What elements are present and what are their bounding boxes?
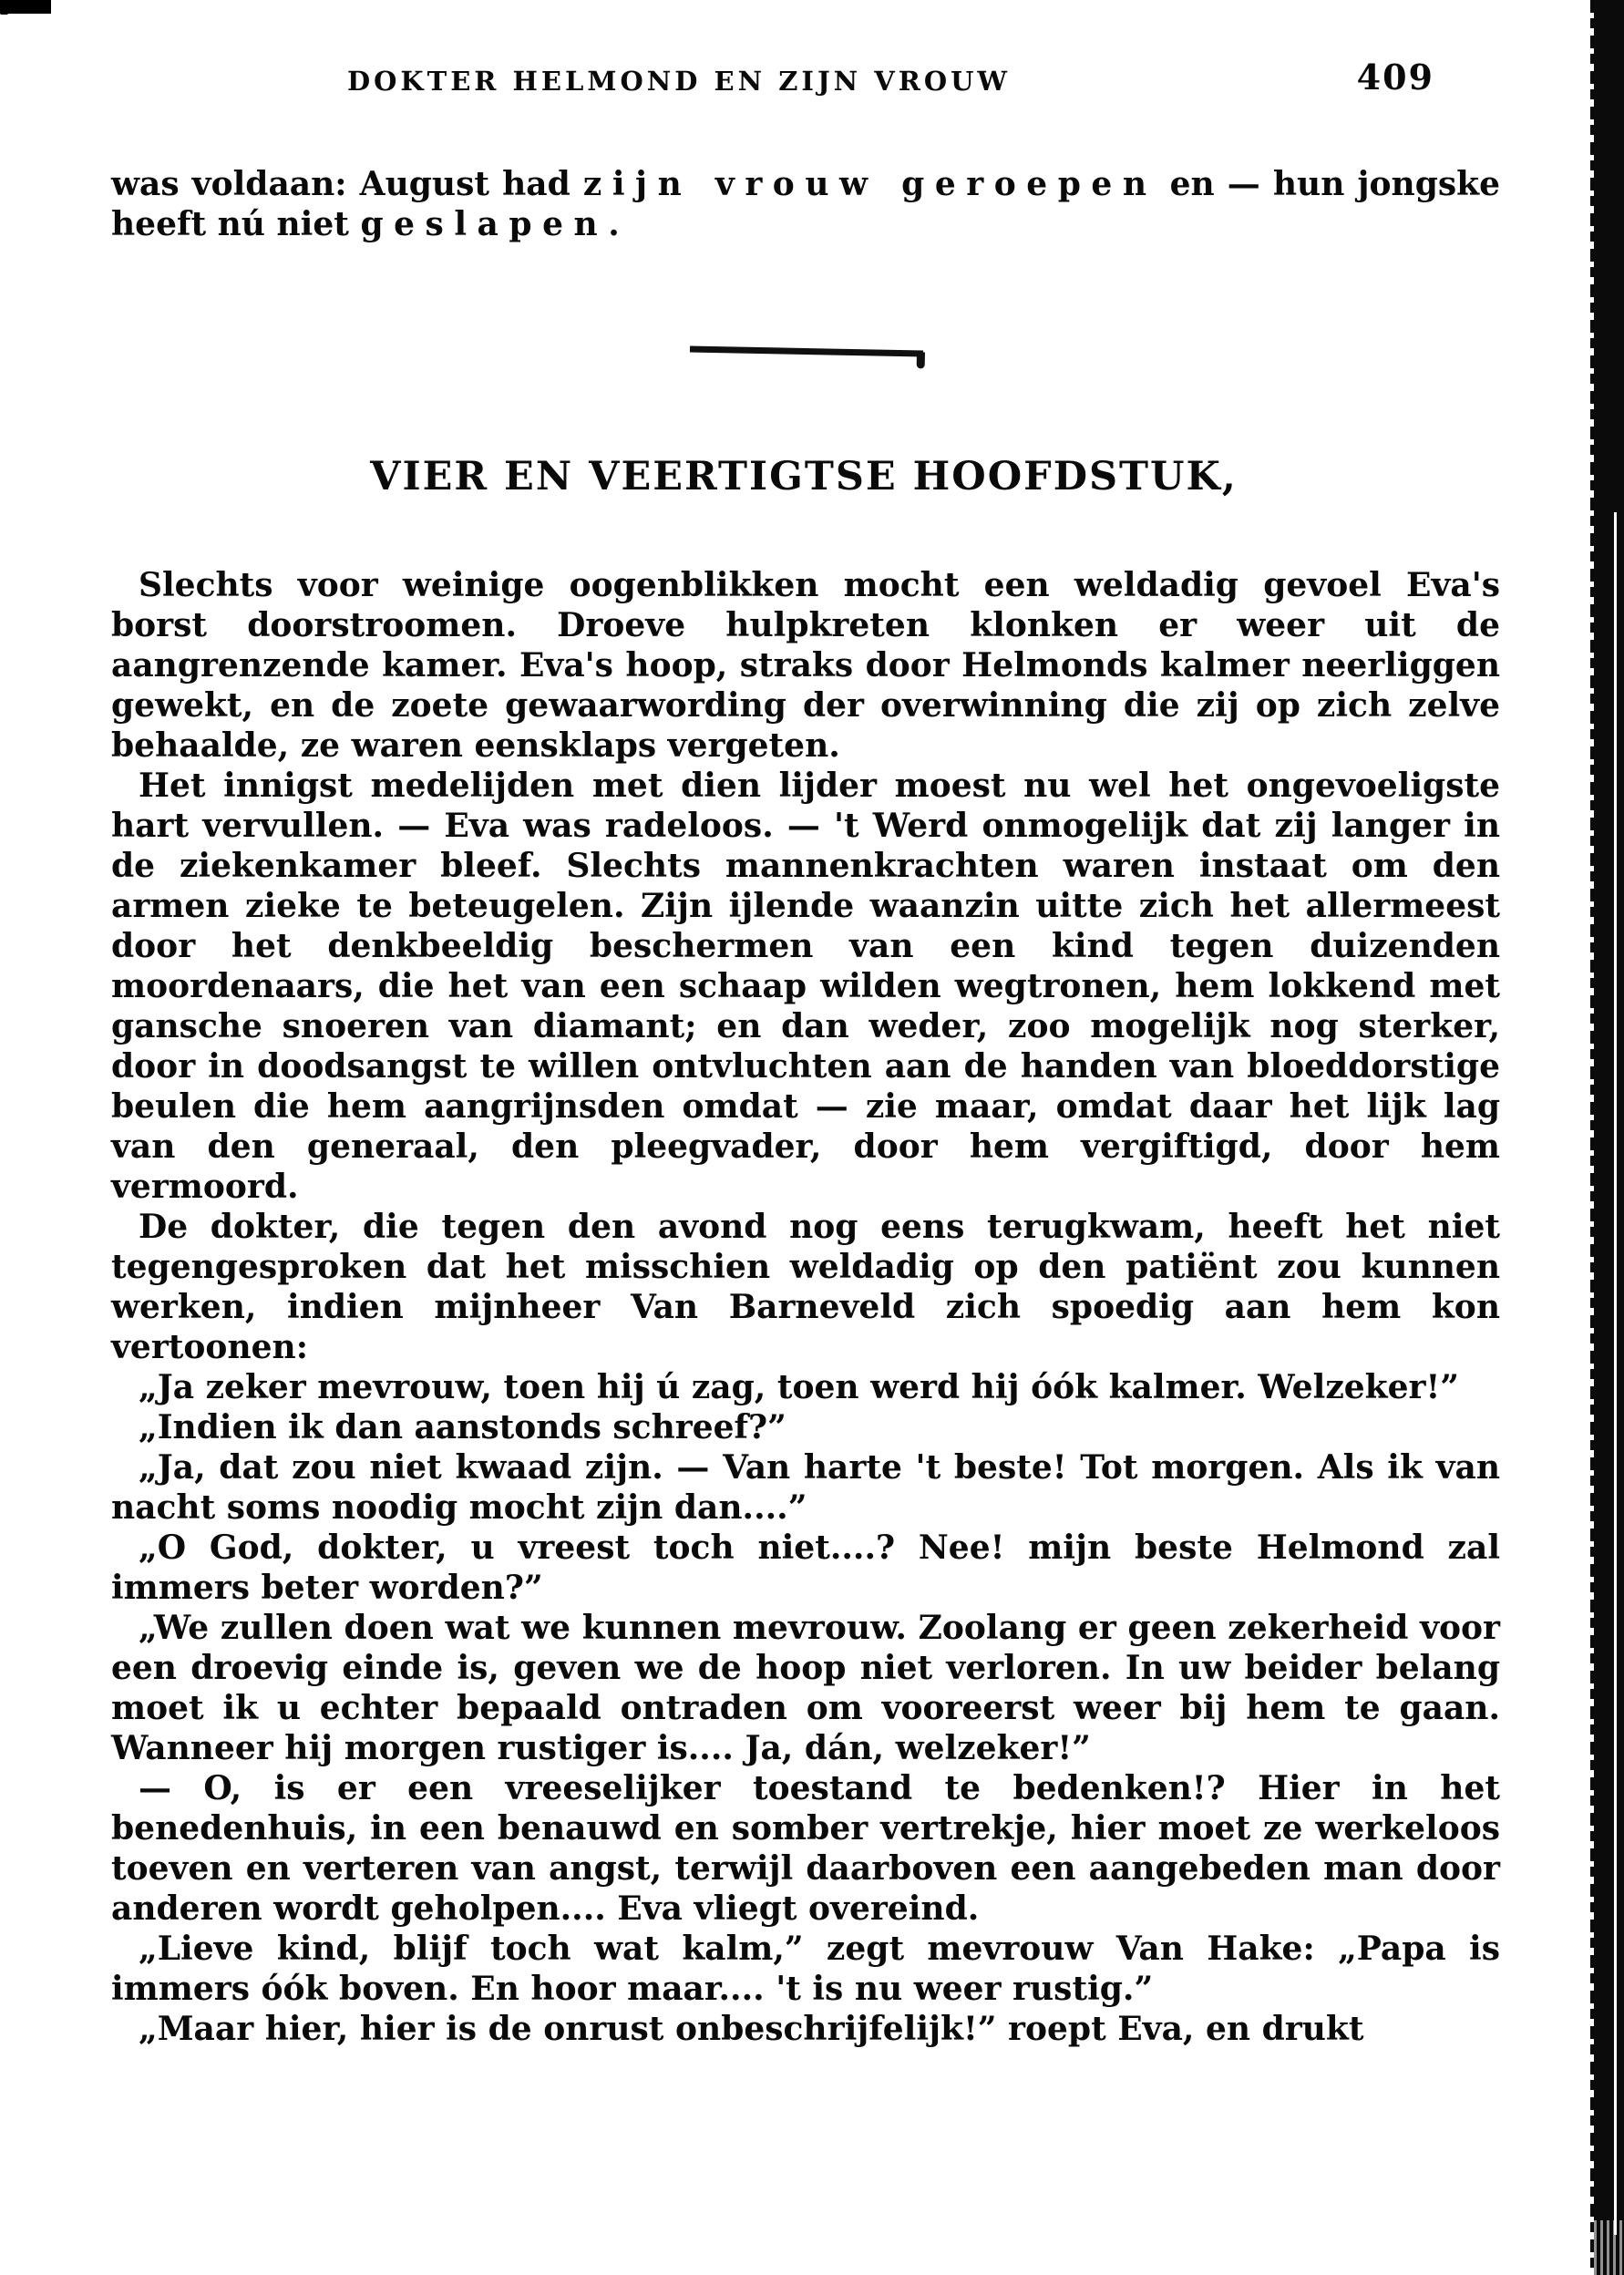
paragraph: — O, is er een vreeselijker toestand te bedenken!? Hier in het benedenhuis, in een benauwd en somber vertrekje, hier moet ze werkeloos toeven en verteren van angst, terwijl daarboven een aangebeden man door anderen wordt geholpen.... Eva vliegt overeind.	[111, 1769, 1500, 1928]
paragraph: Het innigst medelijden met dien lijder moest nu wel het ongevoeligste hart vervullen. — Eva was radeloos. — 't Werd onmogelijk dat zij langer in de ziekenkamer bleef. Slechts mannenkrachten waren instaat om den armen zieke te beteugelen. Zijn ijlende waanzin uitte zich het allermeest door het denkbeeldig beschermen van een kind tegen duizenden moordenaars, die het van een schaap wilden wegtronen, hem lokkend met gansche snoeren van diamant; en dan weder, zoo mogelijk nog sterker, door in doodsangst te willen ontvluchten aan de handen van bloeddorstige beulen die hem aangrijnsden omdat — zie maar, omdat daar het lijk lag van den generaal, den pleegvader, door hem vergiftigd, door hem vermoord.	[111, 767, 1500, 1206]
paragraph: „Indien ik dan aanstonds schreef?”	[139, 1408, 786, 1446]
scan-edge-white-line	[1614, 512, 1617, 2235]
scan-edge-strip	[1594, 0, 1624, 2275]
continuation-segment: was voldaan: August had	[111, 165, 583, 203]
continuation-segment-spaced: zijn vrouw geroepen	[582, 165, 1157, 203]
continuation-segment: en — hun jongske heeft nú niet	[111, 165, 1500, 243]
body-text	[111, 565, 1500, 2049]
paragraph: „We zullen doen wat we kunnen mevrouw. Zoolang er geen zekerheid voor een droevig einde is, geven we de hoop niet verloren. In uw beider belang moet ik u echter bepaald ontraden om vooreerst weer bij hem te gaan. Wanneer hij morgen rustiger is.... Ja, dán, welzeker!”	[111, 1609, 1500, 1767]
paragraph: De dokter, die tegen den avond nog eens terugkwam, heeft het niet tegengesproken dat het misschien weldadig op den patiënt zou kunnen werken, indien mijnheer Van Barneveld zich spoedig aan hem kon vertoonen:	[111, 1208, 1500, 1366]
paragraph: „Ja, dat zou niet kwaad zijn. — Van harte 't beste! Tot morgen. Als ik van nacht soms noodig mocht zijn dan....”	[111, 1448, 1500, 1527]
paragraph: Slechts voor weinige oogenblikken mocht een weldadig gevoel Eva's borst doorstroomen. Droeve hulpkreten klonken er weer uit de aangrenzende kamer. Eva's hoop, straks door Helmonds kalmer neerliggen gewekt, en de zoete gewaarwording der overwinning die zij op zich zelve behaalde, ze waren eensklaps vergeten.	[111, 566, 1500, 765]
continuation-segment: .	[608, 205, 620, 243]
paragraph: „Lieve kind, blijf toch wat kalm,” zegt mevrouw Van Hake: „Papa is immers óók boven. En hoor maar.... 't is nu weer rustig.”	[111, 1930, 1500, 2008]
divider-hook	[917, 352, 925, 368]
section-divider-rule	[690, 346, 923, 357]
scan-artifact-blob	[0, 0, 51, 14]
paragraph: „Ja zeker mevrouw, toen hij ú zag, toen werd hij óók kalmer. Welzeker!”	[139, 1368, 1459, 1406]
chapter-heading: VIER EN VEERTIGTSE HOOFDSTUK,	[370, 454, 1238, 499]
paragraph: „O God, dokter, u vreest toch niet....? Nee! mijn beste Helmond zal immers beter worden?”	[111, 1529, 1500, 1607]
continuation-paragraph	[111, 164, 1500, 244]
running-head	[111, 57, 1496, 106]
continuation-segment-spaced: geslapen	[360, 205, 609, 243]
paragraph: „Maar hier, hier is de onrust onbeschrijfelijk!” roept Eva, en drukt	[139, 2010, 1364, 2048]
page-number: 409	[1356, 57, 1434, 98]
running-title: DOKTER HELMOND EN ZIJN VROUW	[347, 66, 1011, 97]
